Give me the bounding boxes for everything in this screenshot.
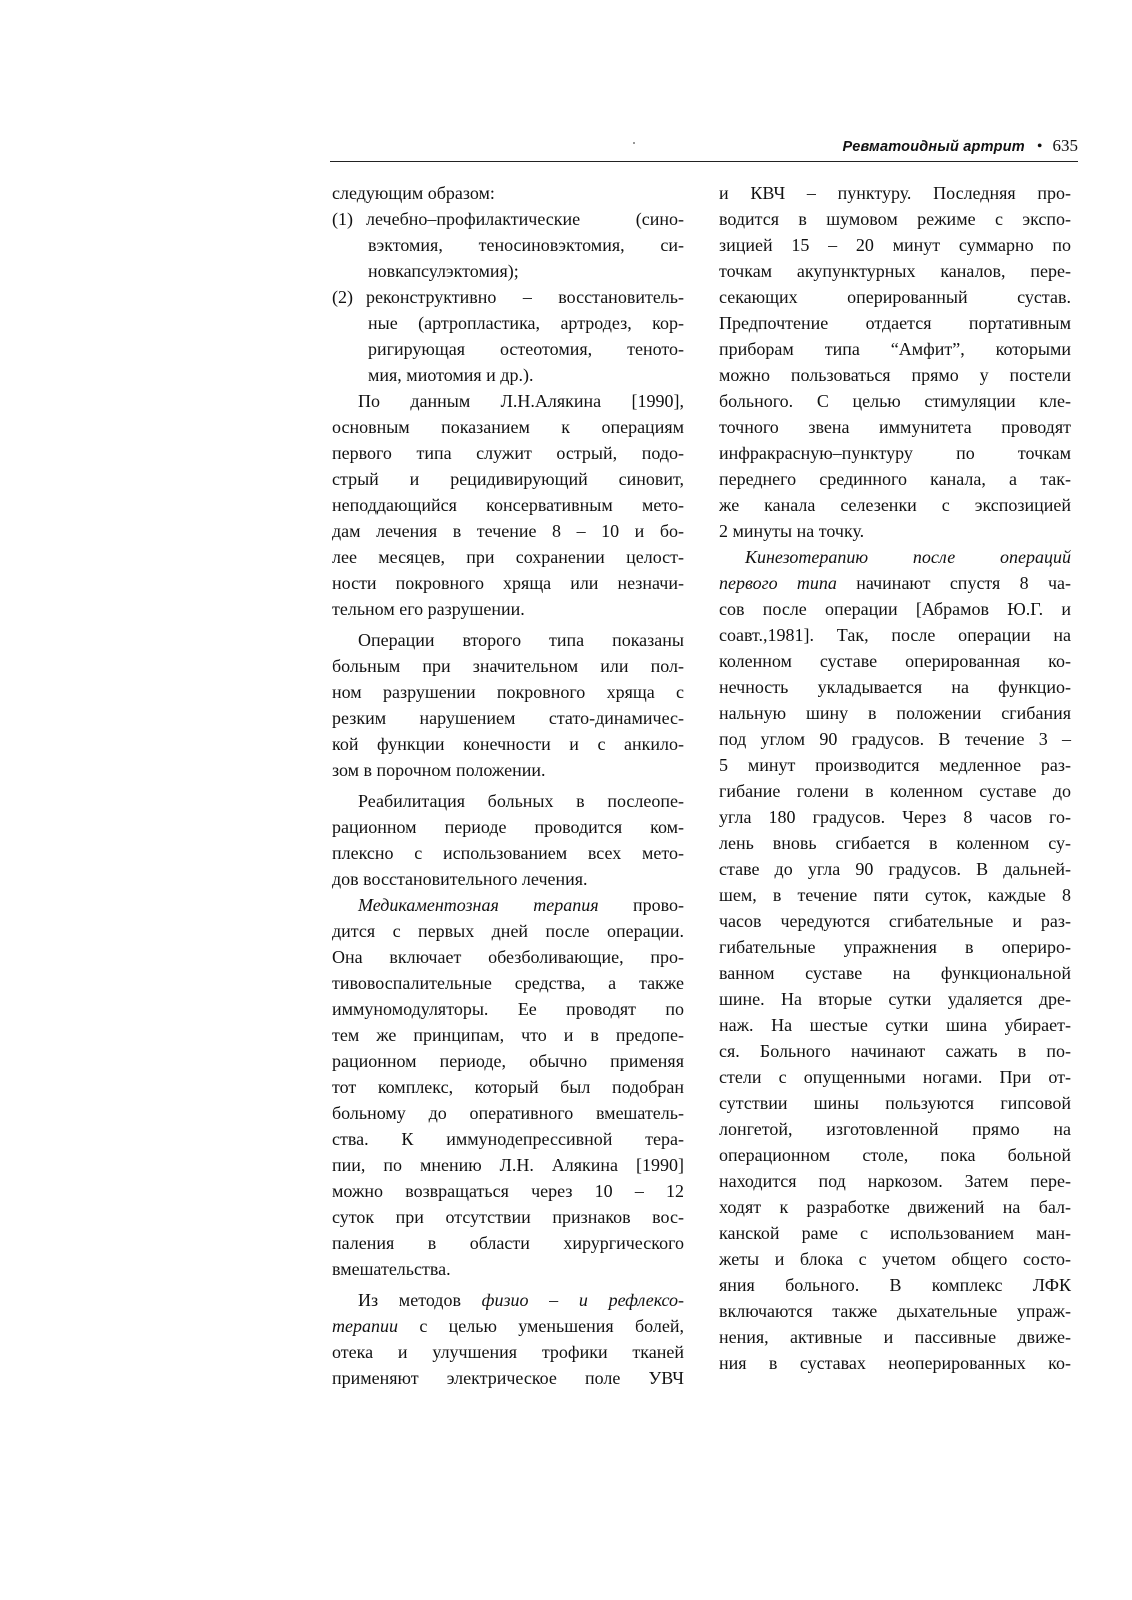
text-line — [332, 1204, 684, 1230]
text-line — [332, 1339, 684, 1365]
text-line — [332, 970, 684, 996]
line-text: точного звена иммунитета проводят — [719, 417, 1071, 437]
text-line — [719, 1194, 1071, 1220]
line-text: и КВЧ – пунктуру. Последняя про- — [719, 183, 1071, 203]
text-line — [719, 596, 1071, 622]
line-text: следующим образом: — [332, 183, 495, 203]
line-text: можно пользоваться прямо у постели — [719, 365, 1071, 385]
line-text: угла 180 градусов. Через 8 часов го- — [719, 807, 1071, 827]
line-text: Из методов — [358, 1290, 482, 1310]
text-line — [332, 1256, 684, 1282]
text-line — [332, 996, 684, 1022]
line-text: шине. На вторые сутки удаляется дре- — [719, 989, 1071, 1009]
line-text: лечебно–профилактические (сино- — [366, 209, 684, 229]
text-line — [332, 705, 684, 731]
text-line — [332, 388, 684, 414]
text-line — [719, 674, 1071, 700]
header-rule — [330, 161, 1078, 162]
line-text: канской раме с использованием ман- — [719, 1223, 1071, 1243]
italic-term: Медикаментозная терапия — [358, 895, 599, 915]
line-text: ходят к разработке движений на бал- — [719, 1197, 1071, 1217]
line-text: основным показанием к операциям — [332, 417, 684, 437]
line-text: стели с опущенными ногами. При от- — [719, 1067, 1071, 1087]
text-line — [719, 1298, 1071, 1324]
italic-term: первого типа — [719, 573, 837, 593]
text-line — [332, 518, 684, 544]
line-text: гибательные упражнения в опериро- — [719, 937, 1071, 957]
text-line — [719, 700, 1071, 726]
line-text: коленном суставе оперированная ко- — [719, 651, 1071, 671]
text-line — [719, 232, 1071, 258]
text-column-right — [719, 180, 1071, 1376]
text-line — [332, 944, 684, 970]
text-column-left — [332, 180, 684, 1391]
text-line — [332, 596, 684, 622]
line-text: ные (артропластика, артродез, кор- — [368, 313, 684, 333]
text-line — [719, 960, 1071, 986]
line-text: паления в области хирургического — [332, 1233, 684, 1253]
line-text: с целью уменьшения болей, — [398, 1316, 684, 1336]
line-text: наж. На шестые сутки шина убирает- — [719, 1015, 1071, 1035]
text-line — [719, 1168, 1071, 1194]
text-line — [332, 1287, 684, 1313]
line-text: пии, по мнению Л.Н. Алякина [1990] — [332, 1155, 684, 1175]
line-text: дам лечения в течение 8 – 10 и бо- — [332, 521, 684, 541]
line-text: реконструктивно – восстановитель- — [366, 287, 684, 307]
text-line — [332, 414, 684, 440]
list-number: (1) — [332, 209, 353, 229]
line-text: Предпочтение отдается портативным — [719, 313, 1071, 333]
italic-term: терапии — [332, 1316, 398, 1336]
text-line — [719, 622, 1071, 648]
line-text: иммуномодуляторы. Ее проводят по — [332, 999, 684, 1019]
text-line — [332, 206, 684, 232]
text-line — [719, 1038, 1071, 1064]
line-text: больному до оперативного вмешатель- — [332, 1103, 684, 1123]
line-text: рационном периоде, обычно применяя — [332, 1051, 684, 1071]
text-line — [332, 1152, 684, 1178]
text-line — [332, 310, 684, 336]
line-text: яния больного. В комплекс ЛФК — [719, 1275, 1071, 1295]
line-text: операционном столе, пока больной — [719, 1145, 1071, 1165]
text-line — [332, 627, 684, 653]
line-text: ригирующая остеотомия, теното- — [368, 339, 684, 359]
text-line — [332, 1313, 684, 1339]
text-line — [332, 1126, 684, 1152]
line-text: тем же принципам, что и в предопе- — [332, 1025, 684, 1045]
line-text: нальную шину в положении сгибания — [719, 703, 1071, 723]
text-line — [332, 1048, 684, 1074]
line-text: находится под наркозом. Затем пере- — [719, 1171, 1071, 1191]
text-line — [719, 856, 1071, 882]
line-text: дится с первых дней после операции. — [332, 921, 684, 941]
line-text: стрый и рецидивирующий синовит, — [332, 469, 684, 489]
text-line — [719, 648, 1071, 674]
line-text: ности покровного хряща или незначи- — [332, 573, 684, 593]
line-text: применяют электрическое поле УВЧ — [332, 1368, 684, 1388]
line-text: лее месяцев, при сохранении целост- — [332, 547, 684, 567]
line-text: секающих оперированный сустав. — [719, 287, 1071, 307]
text-line — [719, 414, 1071, 440]
text-line — [719, 778, 1071, 804]
line-text: ся. Больного начинают сажать в по- — [719, 1041, 1071, 1061]
line-text: зицией 15 – 20 минут суммарно по — [719, 235, 1071, 255]
text-line — [719, 206, 1071, 232]
text-line — [719, 362, 1071, 388]
line-text: больного. С целью стимуляции кле- — [719, 391, 1071, 411]
line-text: приборам типа “Амфит”, которыми — [719, 339, 1071, 359]
text-line — [719, 1220, 1071, 1246]
text-line — [719, 570, 1071, 596]
line-text: тельном его разрушении. — [332, 599, 525, 619]
text-line — [719, 1064, 1071, 1090]
text-line — [719, 1142, 1071, 1168]
text-line — [719, 518, 1071, 544]
line-text: ванном суставе на функциональной — [719, 963, 1071, 983]
text-line — [332, 492, 684, 518]
line-text: Реабилитация больных в послеопе- — [358, 791, 684, 811]
text-line — [719, 1012, 1071, 1038]
text-line — [719, 544, 1071, 570]
text-line — [719, 388, 1071, 414]
line-text: отека и улучшения трофики тканей — [332, 1342, 684, 1362]
running-header — [330, 136, 1078, 158]
text-line — [332, 1100, 684, 1126]
text-line — [332, 653, 684, 679]
line-text: ства. К иммунодепрессивной тера- — [332, 1129, 684, 1149]
text-line — [719, 882, 1071, 908]
line-text: прово- — [598, 895, 684, 915]
running-title: Ревматоидный артрит — [842, 139, 1025, 155]
text-line — [719, 726, 1071, 752]
text-line — [719, 934, 1071, 960]
text-line — [719, 310, 1071, 336]
line-text: же канала селезенки с экспозицией — [719, 495, 1071, 515]
text-line — [332, 1365, 684, 1391]
text-line — [719, 492, 1071, 518]
text-line — [332, 1178, 684, 1204]
text-line — [332, 757, 684, 783]
line-text: суток при отсутствии признаков вос- — [332, 1207, 684, 1227]
text-line — [719, 1272, 1071, 1298]
page-number: 635 — [1052, 136, 1078, 155]
line-text: сов после операции [Абрамов Ю.Г. и — [719, 599, 1071, 619]
text-line — [332, 892, 684, 918]
line-text: новкапсулэктомия); — [368, 261, 519, 281]
text-line — [719, 336, 1071, 362]
italic-term: Кинезотерапию после операций — [745, 547, 1071, 567]
text-line — [719, 908, 1071, 934]
line-text: Она включает обезболивающие, про- — [332, 947, 684, 967]
text-line — [719, 986, 1071, 1012]
line-text: включаются также дыхательные упраж- — [719, 1301, 1071, 1321]
line-text: больным при значительном или пол- — [332, 656, 684, 676]
text-line — [332, 544, 684, 570]
line-text: переднего срединного канала, а так- — [719, 469, 1071, 489]
line-text: водится в шумовом режиме с экспо- — [719, 209, 1071, 229]
line-text: рационном периоде проводится ком- — [332, 817, 684, 837]
line-text: шем, в течение пяти суток, каждые 8 — [719, 885, 1071, 905]
line-text: неподдающийся консервативным мето- — [332, 495, 684, 515]
line-text: резким нарушением стато-динамичес- — [332, 708, 684, 728]
line-text: часов чередуются сгибательные и раз- — [719, 911, 1071, 931]
list-number: (2) — [332, 287, 353, 307]
text-line — [719, 1350, 1071, 1376]
text-line — [719, 830, 1071, 856]
line-text: вмешательства. — [332, 1259, 451, 1279]
text-line — [332, 362, 684, 388]
text-line — [719, 440, 1071, 466]
line-text: 5 минут производится медленное раз- — [719, 755, 1071, 775]
text-line — [719, 258, 1071, 284]
text-line — [332, 570, 684, 596]
italic-term: физио – и рефлексо- — [481, 1290, 685, 1310]
line-text: жеты и блока с учетом общего состо- — [719, 1249, 1071, 1269]
line-text: инфракрасную–пунктуру по точкам — [719, 443, 1071, 463]
text-line — [332, 284, 684, 310]
text-line — [719, 804, 1071, 830]
text-line — [332, 814, 684, 840]
line-text: тивовоспалительные средства, а также — [332, 973, 684, 993]
text-line — [719, 466, 1071, 492]
line-text: нения, активные и пассивные движе- — [719, 1327, 1071, 1347]
text-line — [719, 180, 1071, 206]
line-text: Операции второго типа показаны — [358, 630, 684, 650]
line-text: тот комплекс, который был подобран — [332, 1077, 684, 1097]
line-text: кой функции конечности и с анкило- — [332, 734, 684, 754]
line-text: ния в суставах неоперированных ко- — [719, 1353, 1071, 1373]
text-line — [332, 918, 684, 944]
line-text: вэктомия, теносиновэктомия, си- — [368, 235, 684, 255]
line-text: первого типа служит острый, подо- — [332, 443, 684, 463]
line-text: ставе до угла 90 градусов. В дальней- — [719, 859, 1071, 879]
text-line — [332, 440, 684, 466]
line-text: точкам акупунктурных каналов, пере- — [719, 261, 1071, 281]
text-line — [719, 1116, 1071, 1142]
line-text: плексно с использованием всех мето- — [332, 843, 684, 863]
line-text: 2 минуты на точку. — [719, 521, 865, 541]
line-text: дов восстановительного лечения. — [332, 869, 588, 889]
text-line — [332, 258, 684, 284]
text-line — [332, 336, 684, 362]
text-line — [332, 1022, 684, 1048]
line-text: гибание голени в коленном суставе до — [719, 781, 1071, 801]
text-line — [332, 731, 684, 757]
text-line — [332, 180, 684, 206]
line-text: под углом 90 градусов. В течение 3 – — [719, 729, 1071, 749]
text-line — [719, 752, 1071, 778]
line-text: соавт.,1981]. Так, после операции на — [719, 625, 1071, 645]
text-line — [332, 466, 684, 492]
text-line — [332, 679, 684, 705]
line-text: лень вновь сгибается в коленном су- — [719, 833, 1071, 853]
text-line — [719, 1324, 1071, 1350]
text-line — [332, 1230, 684, 1256]
text-line — [719, 1090, 1071, 1116]
line-text: сутствии шины пользуются гипсовой — [719, 1093, 1071, 1113]
text-line — [719, 284, 1071, 310]
line-text: ном разрушении покровного хряща с — [332, 682, 684, 702]
text-line — [332, 866, 684, 892]
line-text: нечность укладывается на функцио- — [719, 677, 1071, 697]
text-line — [332, 1074, 684, 1100]
line-text: начинают спустя 8 ча- — [836, 573, 1071, 593]
line-text: лонгетой, изготовленной прямо на — [719, 1119, 1071, 1139]
header-separator: • — [1036, 138, 1043, 155]
line-text: можно возвращаться через 10 – 12 — [332, 1181, 684, 1201]
text-line — [332, 840, 684, 866]
line-text: По данным Л.Н.Алякина [1990], — [358, 391, 684, 411]
line-text: мия, миотомия и др.). — [368, 365, 534, 385]
text-line — [719, 1246, 1071, 1272]
text-line — [332, 232, 684, 258]
line-text: зом в порочном положении. — [332, 760, 546, 780]
text-line — [332, 788, 684, 814]
